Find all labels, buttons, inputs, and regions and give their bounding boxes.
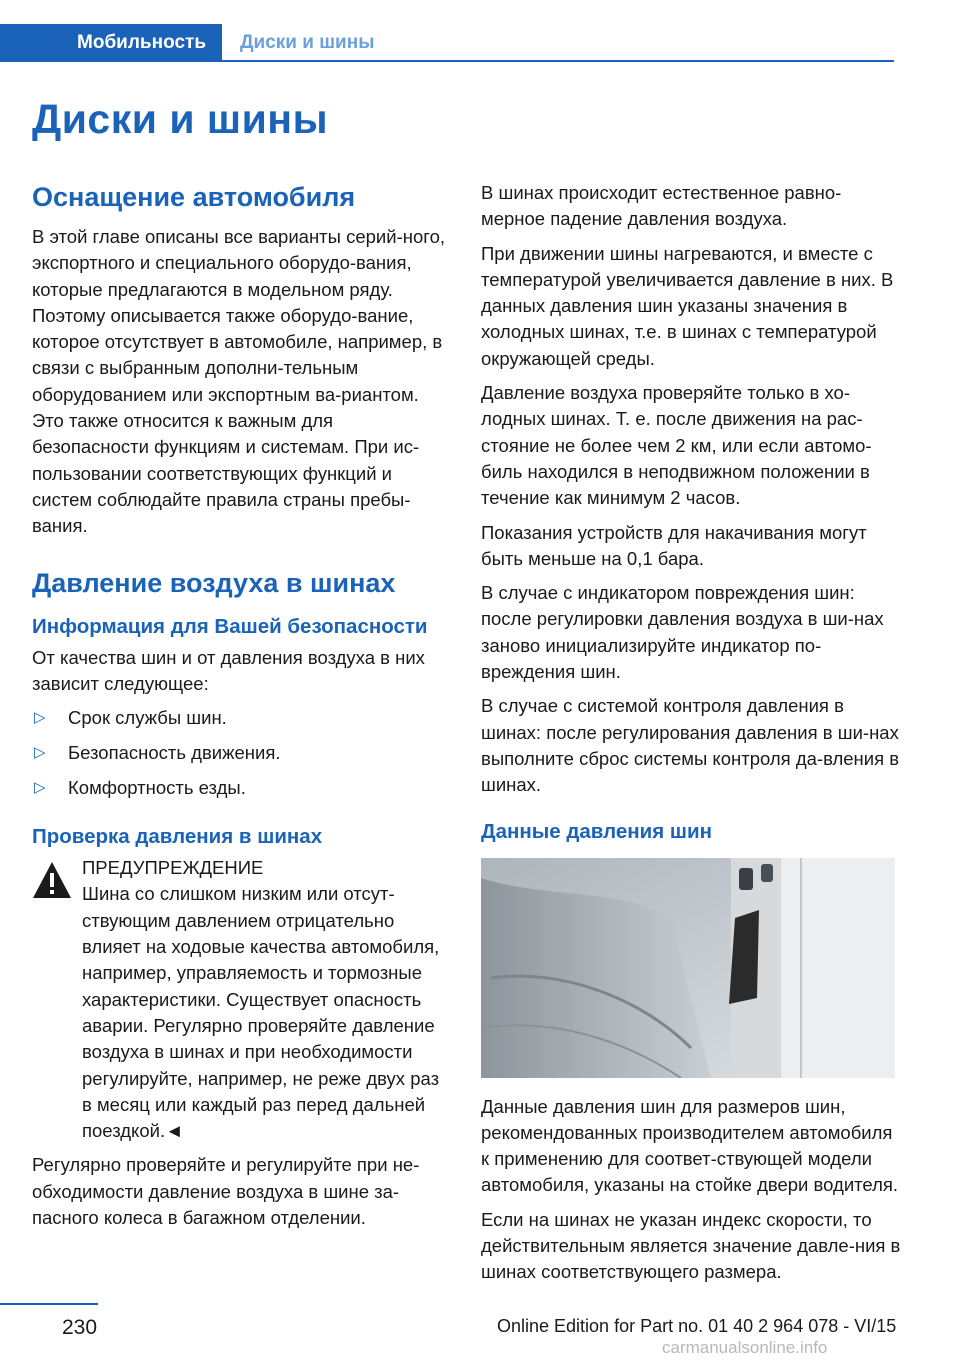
breadcrumb-label: Диски и шины — [240, 32, 375, 53]
triangle-bullet-icon: ▷ — [34, 744, 46, 762]
breadcrumb[interactable] — [240, 24, 374, 62]
watermark: carmanualsonline.info — [662, 1338, 828, 1357]
warning-title: ПРЕДУПРЕЖДЕНИЕ — [82, 857, 264, 879]
safety-intro: От качества шин и от давления воздуха в них зависит следующее: — [32, 646, 425, 694]
data-heading: Данные давления шин — [481, 819, 712, 843]
section-tab[interactable] — [0, 24, 222, 62]
paragraph: При движении шины нагреваются, и вместе с температурой увеличивается давление в них. В данных давления шин указаны значения в холодных шинах, т.е. в шинах с температурой окружающей среды. — [481, 242, 894, 369]
triangle-bullet-icon: ▷ — [34, 779, 46, 797]
paragraph: Если на шинах не указан индекс скорости, то действительным является значение давле-ния в шинах соответствующего размера. — [481, 1208, 901, 1283]
triangle-bullet-icon: ▷ — [34, 709, 46, 727]
header-rule — [0, 60, 894, 62]
paragraph: В случае с системой контроля давления в шинах: после регулирования давления в ши-нах выполните сброс системы контроля да-вления в шинах. — [481, 695, 900, 796]
page-number: 230 — [62, 1316, 98, 1339]
list-item — [32, 775, 452, 810]
left-column — [32, 180, 452, 1239]
spare-text: Регулярно проверяйте и регулируйте при не-обходимости давление воздуха в шине за-пасного колеса в багажном отделении. — [32, 1154, 420, 1229]
door-pillar-photo — [481, 858, 895, 1078]
footer-rule — [0, 1303, 98, 1305]
paragraph: Показания устройств для накачивания могут быть меньше на 0,1 бара. — [481, 521, 867, 569]
list-item-text: Комфортность езды. — [68, 777, 246, 799]
section-tab-label: Мобильность — [77, 32, 206, 53]
equipment-text: В этой главе описаны все варианты серий-ного, экспортного и специального оборудо-вания, которые предлагаются в модельном ряду. Поэтому описывается также оборудо-вание, которое отсутствует в автомобиле, например, в связи с выбранным дополни-тельным оборудованием или экспортным ва-риантом. Это также относится к важным для безопасности функциям и системам. При ис-пользовании соответствующих функций и систем соблюдайте правила страны пребы-вания. — [32, 226, 446, 537]
paragraph: Данные давления шин для размеров шин, рекомендованных производителем автомобиля к применению для соответ-ствующей модели автомобиля, указаны на стойке двери водителя. — [481, 1095, 899, 1196]
list-item — [32, 740, 452, 775]
warning-text: Шина со слишком низким или отсут-ствующим давлением отрицательно влияет на ходовые качества автомобиля, например, управляемость и тормозные характеристики. Существует опасность аварии. Регулярно проверяйте давление воздуха в шинах и при необходимости регулируйте, например, не реже двух раз в месяц или каждый раз перед дальней поездкой.◄ — [82, 883, 440, 1142]
list-item-text: Срок службы шин. — [68, 707, 227, 729]
list-item-text: Безопасность движения. — [68, 742, 281, 764]
paragraph: Давление воздуха проверяйте только в хо-лодных шинах. Т. е. после движения на рас-стояние не более чем 2 км, или если автомо-биль находился в неподвижном положении в течение как минимум 2 часов. — [481, 382, 872, 509]
right-column — [481, 180, 901, 1294]
paragraph: В шинах происходит естественное равно-мерное падение давления воздуха. — [481, 182, 842, 230]
warning-block — [32, 855, 452, 1144]
page-title: Диски и шины — [32, 96, 329, 142]
safety-heading: Информация для Вашей безопасности — [32, 614, 428, 638]
list-item — [32, 705, 452, 740]
warning-triangle-icon — [32, 861, 72, 899]
bullet-list — [32, 705, 452, 810]
equipment-heading: Оснащение автомобиля — [32, 182, 356, 212]
pressure-heading: Давление воздуха в шинах — [32, 567, 396, 598]
paragraph: В случае с индикатором повреждения шин: после регулировки давления воздуха в ши-нах заново инициализируйте индикатор по-вреждения шин. — [481, 582, 884, 683]
edition-note: Online Edition for Part no. 01 40 2 964 078 - VI/15 — [497, 1316, 897, 1336]
check-heading: Проверка давления в шинах — [32, 825, 323, 849]
